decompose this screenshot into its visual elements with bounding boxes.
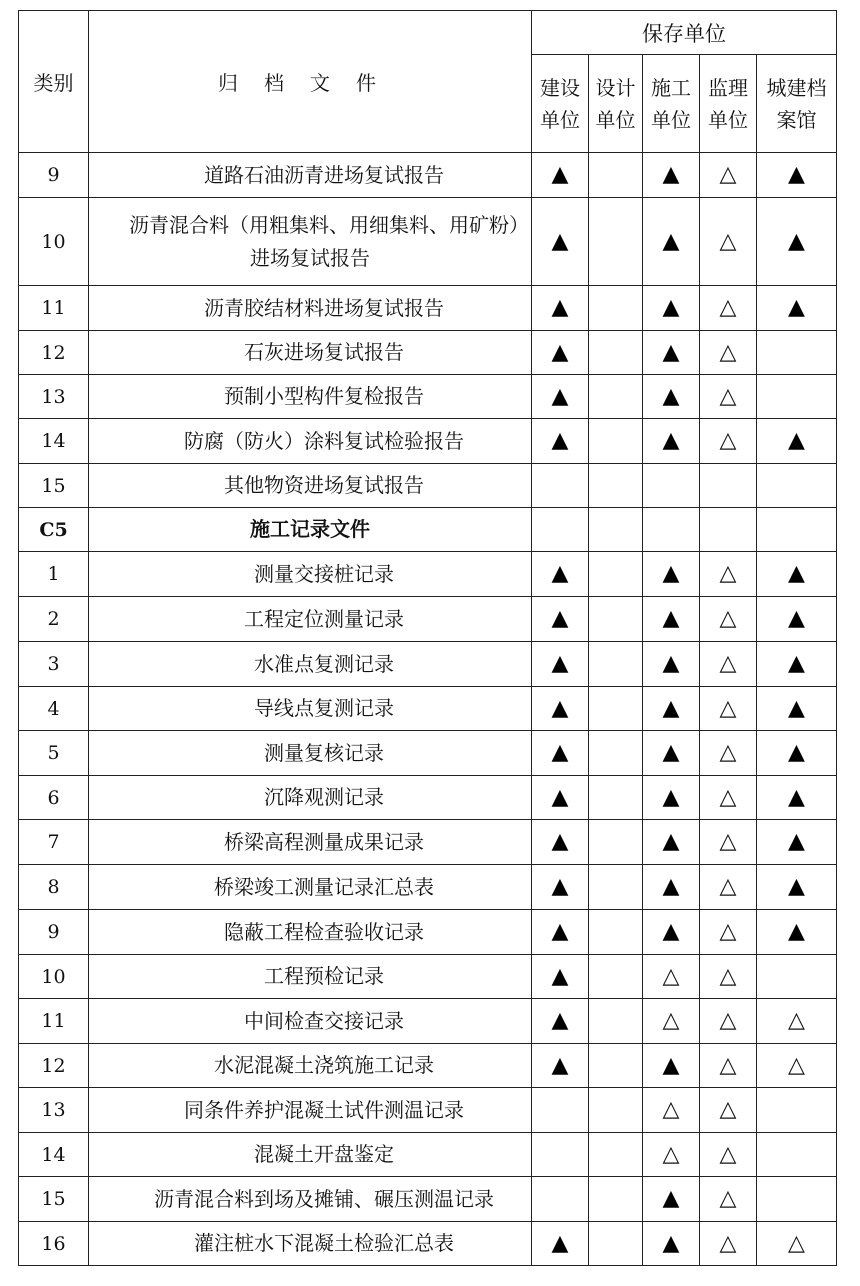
storage-mark-city-archive-empty	[757, 1088, 837, 1133]
table-row	[19, 999, 837, 1044]
row-number: 14	[19, 1133, 89, 1177]
storage-mark-contractor-hollow-triangle-icon: △	[643, 955, 700, 999]
storage-mark-contractor-hollow-triangle-icon: △	[643, 999, 700, 1044]
storage-mark-supervision-hollow-triangle-icon: △	[700, 910, 757, 955]
storage-mark-contractor-empty	[643, 508, 700, 552]
storage-mark-city-archive-filled-triangle-icon: ▲	[757, 910, 837, 955]
storage-mark-construction-empty	[532, 508, 589, 552]
storage-mark-city-archive-filled-triangle-icon: ▲	[757, 198, 837, 286]
document-name-text: 测量复核记录	[264, 740, 384, 765]
document-name-text: 沥青混合料（用粗集料、用细集料、用矿粉）进场复试报告	[129, 212, 519, 270]
storage-mark-construction-filled-triangle-icon: ▲	[532, 999, 589, 1044]
storage-mark-design-empty	[589, 865, 643, 910]
document-name-text: 工程定位测量记录	[244, 606, 404, 631]
document-name	[89, 198, 532, 286]
storage-mark-contractor-filled-triangle-icon: ▲	[643, 419, 700, 464]
storage-mark-supervision-hollow-triangle-icon: △	[700, 1044, 757, 1088]
document-name	[89, 999, 532, 1044]
document-name	[89, 1088, 532, 1133]
storage-mark-construction-filled-triangle-icon: ▲	[532, 910, 589, 955]
storage-mark-supervision-hollow-triangle-icon: △	[700, 865, 757, 910]
document-name-text: 施工记录文件	[250, 517, 370, 541]
table-row	[19, 419, 837, 464]
document-name-text: 中间检查交接记录	[244, 1008, 404, 1033]
document-name	[89, 375, 532, 419]
document-name-text: 同条件养护混凝土试件测温记录	[184, 1097, 464, 1122]
storage-mark-construction-filled-triangle-icon: ▲	[532, 687, 589, 731]
row-number: 9	[19, 910, 89, 955]
storage-mark-city-archive-filled-triangle-icon: ▲	[757, 731, 837, 776]
storage-mark-design-empty	[589, 286, 643, 331]
table-row	[19, 955, 837, 999]
table-body	[19, 153, 837, 1266]
table-row	[19, 597, 837, 642]
storage-mark-city-archive-empty	[757, 375, 837, 419]
document-name	[89, 597, 532, 642]
storage-mark-city-archive-filled-triangle-icon: ▲	[757, 687, 837, 731]
storage-mark-design-empty	[589, 1088, 643, 1133]
row-number: 4	[19, 687, 89, 731]
document-name-text: 防腐（防火）涂料复试检验报告	[184, 428, 464, 453]
storage-mark-city-archive-filled-triangle-icon: ▲	[757, 419, 837, 464]
document-name-text: 其他物资进场复试报告	[224, 473, 424, 497]
storage-mark-contractor-filled-triangle-icon: ▲	[643, 1177, 700, 1222]
unit-header-contractor: 施工 单位	[643, 55, 700, 153]
row-number: 10	[19, 198, 89, 286]
storage-mark-supervision-empty	[700, 464, 757, 508]
storage-mark-contractor-hollow-triangle-icon: △	[643, 1088, 700, 1133]
document-name-text: 道路石油沥青进场复试报告	[204, 162, 444, 187]
storage-mark-city-archive-empty	[757, 1177, 837, 1222]
table-row	[19, 687, 837, 731]
row-number: 9	[19, 153, 89, 198]
storage-mark-construction-filled-triangle-icon: ▲	[532, 955, 589, 999]
row-number: 6	[19, 776, 89, 820]
storage-mark-construction-empty	[532, 1177, 589, 1222]
storage-mark-city-archive-filled-triangle-icon: ▲	[757, 286, 837, 331]
storage-mark-supervision-hollow-triangle-icon: △	[700, 1133, 757, 1177]
storage-mark-contractor-filled-triangle-icon: ▲	[643, 687, 700, 731]
table-header	[19, 11, 837, 153]
row-number: C5	[19, 508, 89, 552]
storage-mark-construction-filled-triangle-icon: ▲	[532, 552, 589, 597]
category-header: 类别	[19, 11, 89, 153]
storage-mark-construction-empty	[532, 1088, 589, 1133]
storage-mark-city-archive-filled-triangle-icon: ▲	[757, 776, 837, 820]
table-row	[19, 375, 837, 419]
document-name-text: 石灰进场复试报告	[244, 340, 404, 364]
document-name-text: 沥青胶结材料进场复试报告	[204, 295, 444, 320]
document-name-text: 预制小型构件复检报告	[224, 384, 424, 408]
storage-mark-construction-filled-triangle-icon: ▲	[532, 198, 589, 286]
row-number: 11	[19, 286, 89, 331]
storage-mark-contractor-empty	[643, 464, 700, 508]
archive-table	[18, 10, 837, 1266]
storage-mark-supervision-hollow-triangle-icon: △	[700, 1222, 757, 1266]
row-number: 12	[19, 1044, 89, 1088]
row-number: 3	[19, 642, 89, 687]
storage-mark-design-empty	[589, 687, 643, 731]
storage-mark-supervision-hollow-triangle-icon: △	[700, 687, 757, 731]
storage-mark-city-archive-empty	[757, 508, 837, 552]
document-name-text: 水准点复测记录	[254, 651, 394, 676]
storage-mark-contractor-filled-triangle-icon: ▲	[643, 375, 700, 419]
storage-mark-supervision-hollow-triangle-icon: △	[700, 419, 757, 464]
storage-mark-city-archive-hollow-triangle-icon: △	[757, 999, 837, 1044]
table-row	[19, 1088, 837, 1133]
table-row	[19, 198, 837, 286]
storage-mark-construction-filled-triangle-icon: ▲	[532, 419, 589, 464]
table-row	[19, 1133, 837, 1177]
storage-mark-supervision-hollow-triangle-icon: △	[700, 955, 757, 999]
storage-mark-city-archive-empty	[757, 1133, 837, 1177]
table-row	[19, 1177, 837, 1222]
document-name	[89, 820, 532, 865]
archive-sheet	[18, 10, 837, 1266]
table-row	[19, 776, 837, 820]
storage-mark-construction-filled-triangle-icon: ▲	[532, 731, 589, 776]
storage-mark-supervision-hollow-triangle-icon: △	[700, 331, 757, 375]
row-number: 1	[19, 552, 89, 597]
storage-mark-design-empty	[589, 955, 643, 999]
storage-mark-construction-empty	[532, 1133, 589, 1177]
storage-mark-contractor-filled-triangle-icon: ▲	[643, 910, 700, 955]
document-name	[89, 642, 532, 687]
document-name	[89, 552, 532, 597]
document-name	[89, 286, 532, 331]
storage-mark-design-empty	[589, 731, 643, 776]
storage-mark-city-archive-filled-triangle-icon: ▲	[757, 597, 837, 642]
storage-mark-supervision-hollow-triangle-icon: △	[700, 731, 757, 776]
storage-mark-design-empty	[589, 198, 643, 286]
row-number: 2	[19, 597, 89, 642]
document-name-text: 水泥混凝土浇筑施工记录	[214, 1053, 434, 1077]
storage-mark-construction-filled-triangle-icon: ▲	[532, 153, 589, 198]
document-name	[89, 1044, 532, 1088]
storage-mark-supervision-hollow-triangle-icon: △	[700, 999, 757, 1044]
document-name-text: 测量交接桩记录	[254, 561, 394, 586]
storage-mark-design-empty	[589, 331, 643, 375]
storage-mark-supervision-hollow-triangle-icon: △	[700, 1088, 757, 1133]
storage-mark-supervision-hollow-triangle-icon: △	[700, 286, 757, 331]
table-row	[19, 1044, 837, 1088]
row-number: 12	[19, 331, 89, 375]
storage-mark-supervision-hollow-triangle-icon: △	[700, 642, 757, 687]
row-number: 5	[19, 731, 89, 776]
document-name-text: 桥梁高程测量成果记录	[224, 829, 424, 854]
unit-header-design: 设计 单位	[589, 55, 643, 153]
row-number: 14	[19, 419, 89, 464]
document-name	[89, 865, 532, 910]
row-number: 15	[19, 1177, 89, 1222]
table-row	[19, 910, 837, 955]
storage-mark-contractor-filled-triangle-icon: ▲	[643, 820, 700, 865]
storage-mark-city-archive-hollow-triangle-icon: △	[757, 1044, 837, 1088]
storage-mark-design-empty	[589, 597, 643, 642]
document-name	[89, 464, 532, 508]
table-row	[19, 642, 837, 687]
storage-mark-contractor-filled-triangle-icon: ▲	[643, 1044, 700, 1088]
storage-mark-supervision-hollow-triangle-icon: △	[700, 153, 757, 198]
table-row	[19, 464, 837, 508]
storage-mark-construction-filled-triangle-icon: ▲	[532, 1222, 589, 1266]
document-name-text: 桥梁竣工测量记录汇总表	[214, 874, 434, 899]
row-number: 15	[19, 464, 89, 508]
row-number: 7	[19, 820, 89, 865]
row-number: 13	[19, 1088, 89, 1133]
storage-mark-supervision-hollow-triangle-icon: △	[700, 820, 757, 865]
storage-mark-city-archive-empty	[757, 955, 837, 999]
row-number: 8	[19, 865, 89, 910]
storage-mark-contractor-filled-triangle-icon: ▲	[643, 286, 700, 331]
storage-mark-city-archive-filled-triangle-icon: ▲	[757, 820, 837, 865]
storage-mark-contractor-filled-triangle-icon: ▲	[643, 198, 700, 286]
storage-mark-construction-filled-triangle-icon: ▲	[532, 1044, 589, 1088]
storage-mark-construction-filled-triangle-icon: ▲	[532, 642, 589, 687]
storage-mark-city-archive-hollow-triangle-icon: △	[757, 1222, 837, 1266]
document-name	[89, 955, 532, 999]
storage-mark-contractor-filled-triangle-icon: ▲	[643, 597, 700, 642]
unit-header-construction: 建设 单位	[532, 55, 589, 153]
document-header: 归档文件	[89, 11, 532, 153]
document-name	[89, 687, 532, 731]
document-name	[89, 1177, 532, 1222]
row-number: 11	[19, 999, 89, 1044]
storage-mark-design-empty	[589, 776, 643, 820]
storage-mark-city-archive-filled-triangle-icon: ▲	[757, 865, 837, 910]
table-row	[19, 552, 837, 597]
storage-mark-contractor-filled-triangle-icon: ▲	[643, 642, 700, 687]
storage-mark-contractor-filled-triangle-icon: ▲	[643, 331, 700, 375]
storage-mark-design-empty	[589, 642, 643, 687]
storage-mark-construction-filled-triangle-icon: ▲	[532, 375, 589, 419]
storage-mark-contractor-hollow-triangle-icon: △	[643, 1133, 700, 1177]
document-name-text: 灌注桩水下混凝土检验汇总表	[194, 1231, 454, 1255]
row-number: 10	[19, 955, 89, 999]
document-name	[89, 1222, 532, 1266]
storage-mark-contractor-filled-triangle-icon: ▲	[643, 153, 700, 198]
document-name-text: 沥青混合料到场及摊铺、碾压测温记录	[154, 1186, 494, 1211]
table-row	[19, 153, 837, 198]
storage-mark-design-empty	[589, 820, 643, 865]
storage-mark-design-empty	[589, 1133, 643, 1177]
storage-mark-construction-filled-triangle-icon: ▲	[532, 865, 589, 910]
document-name	[89, 910, 532, 955]
table-row	[19, 331, 837, 375]
storage-mark-contractor-filled-triangle-icon: ▲	[643, 552, 700, 597]
storage-mark-design-empty	[589, 508, 643, 552]
storage-mark-design-empty	[589, 910, 643, 955]
document-name	[89, 776, 532, 820]
document-name-text: 混凝土开盘鉴定	[254, 1142, 394, 1166]
storage-mark-design-empty	[589, 1222, 643, 1266]
storage-mark-city-archive-empty	[757, 331, 837, 375]
storage-mark-supervision-hollow-triangle-icon: △	[700, 375, 757, 419]
storage-mark-supervision-hollow-triangle-icon: △	[700, 776, 757, 820]
row-number: 16	[19, 1222, 89, 1266]
table-row	[19, 1222, 837, 1266]
storage-mark-design-empty	[589, 999, 643, 1044]
document-name-text: 导线点复测记录	[254, 696, 394, 720]
storage-mark-city-archive-filled-triangle-icon: ▲	[757, 642, 837, 687]
storage-mark-city-archive-filled-triangle-icon: ▲	[757, 153, 837, 198]
storage-mark-construction-filled-triangle-icon: ▲	[532, 776, 589, 820]
table-row	[19, 865, 837, 910]
document-name-text: 隐蔽工程检查验收记录	[224, 919, 424, 944]
table-row	[19, 820, 837, 865]
document-name	[89, 1133, 532, 1177]
storage-mark-design-empty	[589, 1177, 643, 1222]
document-name	[89, 153, 532, 198]
storage-mark-supervision-hollow-triangle-icon: △	[700, 198, 757, 286]
document-name	[89, 731, 532, 776]
document-name-text: 沉降观测记录	[264, 785, 384, 809]
document-name	[89, 331, 532, 375]
storage-mark-contractor-filled-triangle-icon: ▲	[643, 731, 700, 776]
storage-mark-supervision-hollow-triangle-icon: △	[700, 552, 757, 597]
storage-mark-construction-filled-triangle-icon: ▲	[532, 331, 589, 375]
storage-mark-city-archive-filled-triangle-icon: ▲	[757, 552, 837, 597]
storage-mark-supervision-hollow-triangle-icon: △	[700, 597, 757, 642]
storage-mark-design-empty	[589, 1044, 643, 1088]
storage-mark-construction-empty	[532, 464, 589, 508]
storage-mark-contractor-filled-triangle-icon: ▲	[643, 776, 700, 820]
unit-header-city-archive: 城建档 案馆	[757, 55, 837, 153]
storage-mark-construction-filled-triangle-icon: ▲	[532, 820, 589, 865]
storage-mark-supervision-empty	[700, 508, 757, 552]
storage-mark-design-empty	[589, 153, 643, 198]
table-row	[19, 286, 837, 331]
section-row	[19, 508, 837, 552]
storage-mark-contractor-filled-triangle-icon: ▲	[643, 1222, 700, 1266]
storage-mark-design-empty	[589, 464, 643, 508]
storage-mark-city-archive-empty	[757, 464, 837, 508]
storage-mark-construction-filled-triangle-icon: ▲	[532, 286, 589, 331]
row-number: 13	[19, 375, 89, 419]
storage-mark-design-empty	[589, 419, 643, 464]
document-name	[89, 419, 532, 464]
document-name-text: 工程预检记录	[264, 964, 384, 988]
unit-header-supervision: 监理 单位	[700, 55, 757, 153]
storage-mark-supervision-hollow-triangle-icon: △	[700, 1177, 757, 1222]
storage-mark-design-empty	[589, 375, 643, 419]
storage-mark-design-empty	[589, 552, 643, 597]
storage-unit-header: 保存单位	[532, 11, 837, 55]
section-title	[89, 508, 532, 552]
storage-mark-construction-filled-triangle-icon: ▲	[532, 597, 589, 642]
storage-mark-contractor-filled-triangle-icon: ▲	[643, 865, 700, 910]
table-row	[19, 731, 837, 776]
